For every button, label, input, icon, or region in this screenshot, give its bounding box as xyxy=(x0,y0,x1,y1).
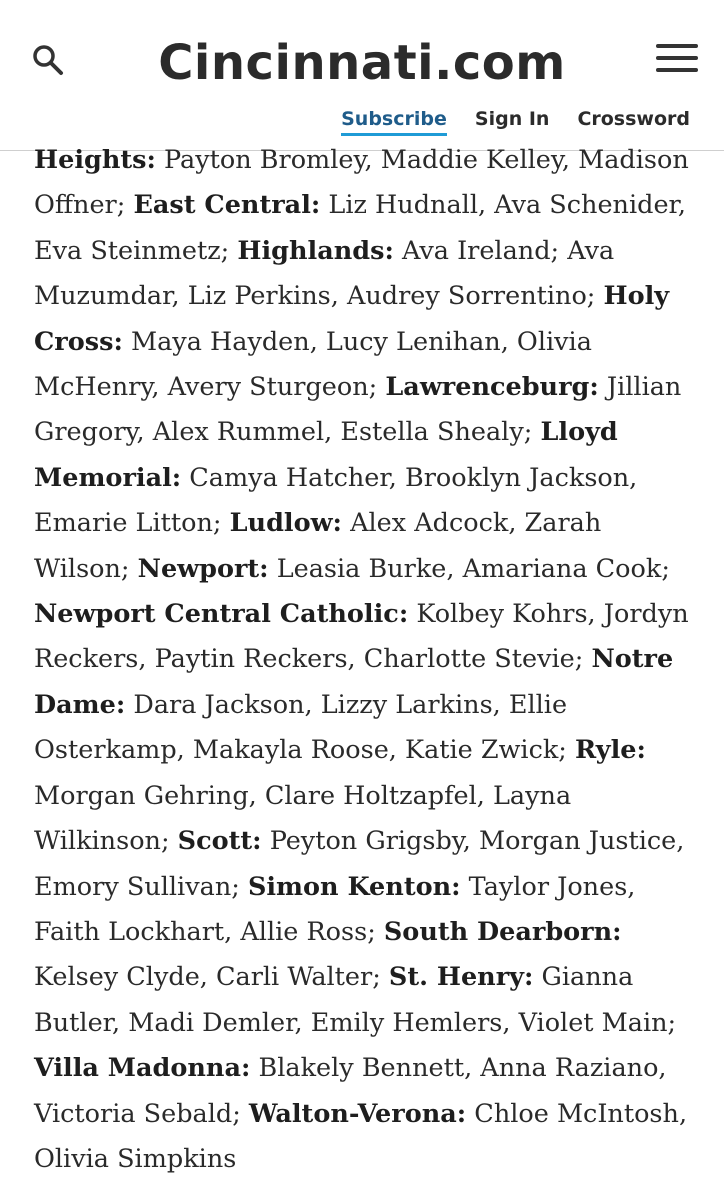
player-names: Alex Adcock, Zarah Wilson; xyxy=(34,508,602,584)
player-names: Kolbey Kohrs, Jordyn Reckers, Paytin Reckers, Charlotte Stevie; xyxy=(34,599,689,675)
school-name: Lloyd Memorial: xyxy=(34,417,618,493)
player-names: Blakely Bennett, Anna Raziano, Victoria Sebald; xyxy=(34,1053,667,1129)
school-name: Highlands: xyxy=(237,235,394,266)
hamburger-menu-icon[interactable] xyxy=(656,44,698,76)
school-name: Notre Dame: xyxy=(34,644,674,720)
player-names: Taylor Jones, Faith Lockhart, Allie Ross; xyxy=(34,871,636,947)
player-names: Morgan Gehring, Clare Holtzapfel, Layna Wilkinson; xyxy=(34,780,572,857)
article-body xyxy=(34,138,704,1182)
school-name: Heights: xyxy=(34,145,156,175)
player-names: Jillian Gregory, Alex Rummel, Estella Shealy; xyxy=(34,372,682,448)
school-name: Ryle: xyxy=(575,735,646,766)
school-name: East Central: xyxy=(133,190,321,221)
player-names: Camya Hatcher, Brooklyn Jackson, Emarie Litton; xyxy=(34,462,638,539)
player-names: Chloe McIntosh, Olivia Simpkins xyxy=(34,1098,688,1174)
player-names: Gianna Butler, Madi Demler, Emily Hemlers, Violet Main; xyxy=(34,962,677,1038)
player-names: Ava Ireland; Ava Muzumdar, Liz Perkins, Audrey Sorrentino; xyxy=(34,235,615,312)
school-name: South Dearborn: xyxy=(383,916,622,947)
header-nav xyxy=(341,106,690,136)
logo-text: Cincinnati.com xyxy=(158,35,566,91)
player-names: Peyton Grigsby, Morgan Justice, Emory Sullivan; xyxy=(34,826,685,902)
player-names: Kelsey Clyde, Carli Walter; xyxy=(34,962,389,993)
school-name: St. Henry: xyxy=(388,962,534,993)
site-header xyxy=(0,0,724,151)
crossword-link[interactable]: Crossword xyxy=(577,108,690,130)
school-name: Simon Kenton: xyxy=(247,871,461,902)
roster-paragraph xyxy=(34,138,704,1182)
subscribe-link[interactable]: Subscribe xyxy=(341,106,447,136)
player-names: Leasia Burke, Amariana Cook; xyxy=(268,553,670,584)
player-names: Maya Hayden, Lucy Lenihan, Olivia McHenry, Avery Sturgeon; xyxy=(34,326,592,403)
school-name: Holy Cross: xyxy=(34,281,670,357)
school-name: Lawrenceburg: xyxy=(385,372,599,403)
site-logo[interactable] xyxy=(0,28,724,98)
school-name: Newport Central Catholic: xyxy=(34,599,409,630)
player-names: Dara Jackson, Lizzy Larkins, Ellie Osterkamp, Makayla Roose, Katie Zwick; xyxy=(34,689,576,766)
sign-in-link[interactable]: Sign In xyxy=(474,108,550,130)
school-name: Ludlow: xyxy=(229,508,342,539)
school-name: Villa Madonna: xyxy=(34,1053,251,1084)
school-name: Newport: xyxy=(137,553,269,584)
player-names: Liz Hudnall, Ava Schenider, Eva Steinmetz; xyxy=(34,190,687,266)
school-name: Scott: xyxy=(177,826,262,857)
school-name: Walton-Verona: xyxy=(248,1098,467,1129)
player-names: Payton Bromley, Maddie Kelley, Madison Offner; xyxy=(34,145,689,221)
